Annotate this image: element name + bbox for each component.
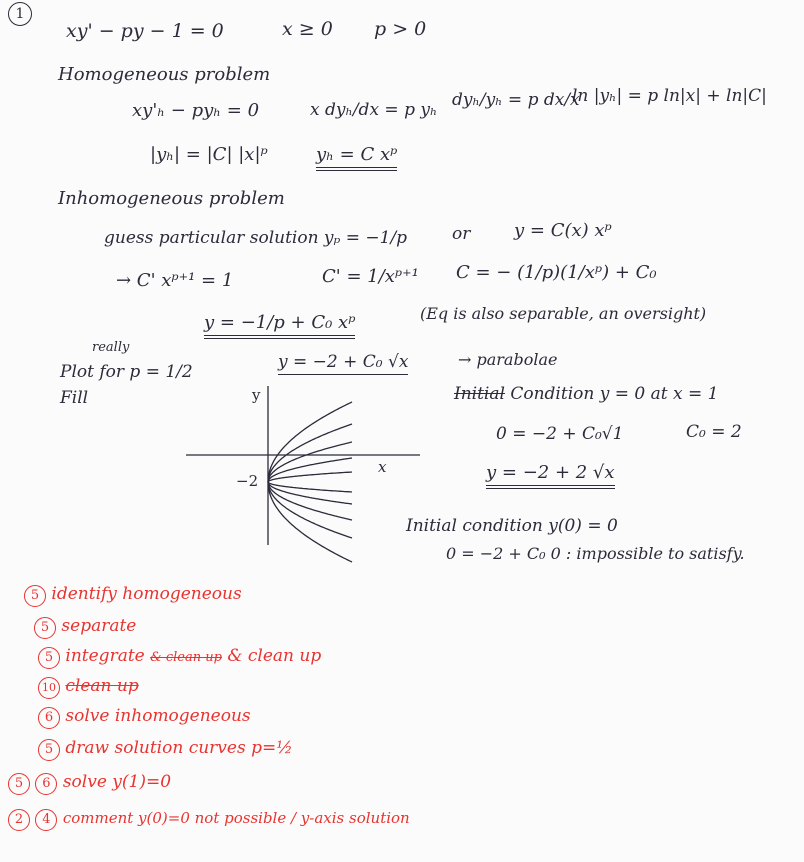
homogeneous-eq-2: x dyₕ/dx = p yₕ — [310, 100, 438, 120]
initial-condition-1-eq: 0 = −2 + C₀√1 — [496, 424, 624, 444]
solution-curve — [268, 402, 352, 482]
initial-condition-1-result: y = −2 + 2 √x — [486, 462, 615, 489]
parabolae-note: → parabolae — [458, 350, 558, 369]
initial-condition-2-eq: 0 = −2 + C₀ 0 : impossible to satisfy. — [446, 544, 745, 563]
variation-line-b: C' = 1/xᵖ⁺¹ — [322, 266, 419, 287]
grade-line-3: 5 integrate & clean up & clean up — [38, 646, 321, 669]
homogeneous-eq-1: xy'ₕ − pyₕ = 0 — [132, 100, 260, 121]
homogeneous-eq-3: dyₕ/yₕ = p dx/x — [452, 90, 580, 110]
problem-number: 1 — [8, 2, 32, 26]
homogeneous-eq-5: |yₕ| = |C| |x|ᵖ — [150, 144, 268, 165]
grade-line-1: 5 identify homogeneous — [24, 584, 242, 607]
plot-formula: y = −2 + C₀ √x — [278, 352, 408, 375]
initial-condition-2-title: Initial condition y(0) = 0 — [406, 516, 618, 536]
homogeneous-title: Homogeneous problem — [58, 64, 271, 85]
grade-line-8: 2 4 comment y(0)=0 not possible / y-axis solution — [8, 808, 410, 831]
struck-word: Initial — [454, 384, 505, 404]
solution-curve — [268, 482, 352, 520]
plot-insert-word: really — [92, 340, 130, 355]
grade-line-7: 5 6 solve y(1)=0 — [8, 772, 171, 795]
grade-line-2: 5 separate — [34, 616, 136, 639]
separable-remark: (Eq is also separable, an oversight) — [420, 304, 707, 323]
condition-x: x ≥ 0 — [282, 18, 333, 40]
y-axis-label: y — [252, 386, 261, 404]
homogeneous-eq-4: ln |yₕ| = p ln|x| + ln|C| — [572, 86, 767, 106]
or-word: or — [452, 224, 471, 244]
main-equation: xy' − py − 1 = 0 — [66, 20, 224, 42]
grade-line-6: 5 draw solution curves p=½ — [38, 738, 293, 761]
x-axis-label: x — [378, 458, 387, 476]
tick-label-minus-two: −2 — [236, 472, 259, 490]
c0-value: C₀ = 2 — [686, 422, 742, 442]
solution-curve — [268, 442, 352, 482]
variation-line-c: C = − (1/p)(1/xᵖ) + C₀ — [456, 262, 657, 283]
particular-guess: guess particular solution yₚ = −1/p — [104, 228, 408, 248]
plot-label: Plot for p = 1/2 — [60, 362, 193, 382]
inhomogeneous-title: Inhomogeneous problem — [58, 188, 285, 209]
grade-line-4: 10 clean up — [38, 676, 139, 699]
fill-label: Fill — [60, 388, 89, 408]
grade-line-5: 6 solve inhomogeneous — [38, 706, 251, 729]
solution-curve — [268, 472, 352, 482]
initial-condition-1-text: Condition y = 0 at x = 1 — [510, 384, 719, 404]
general-solution: y = −1/p + C₀ xᵖ — [204, 312, 355, 339]
condition-p: p > 0 — [374, 18, 427, 40]
initial-condition-1-title — [454, 384, 718, 404]
variation-ansatz: y = C(x) xᵖ — [514, 220, 612, 241]
variation-line-a: → C' xᵖ⁺¹ = 1 — [116, 270, 234, 291]
homogeneous-result: yₕ = C xᵖ — [316, 144, 397, 171]
